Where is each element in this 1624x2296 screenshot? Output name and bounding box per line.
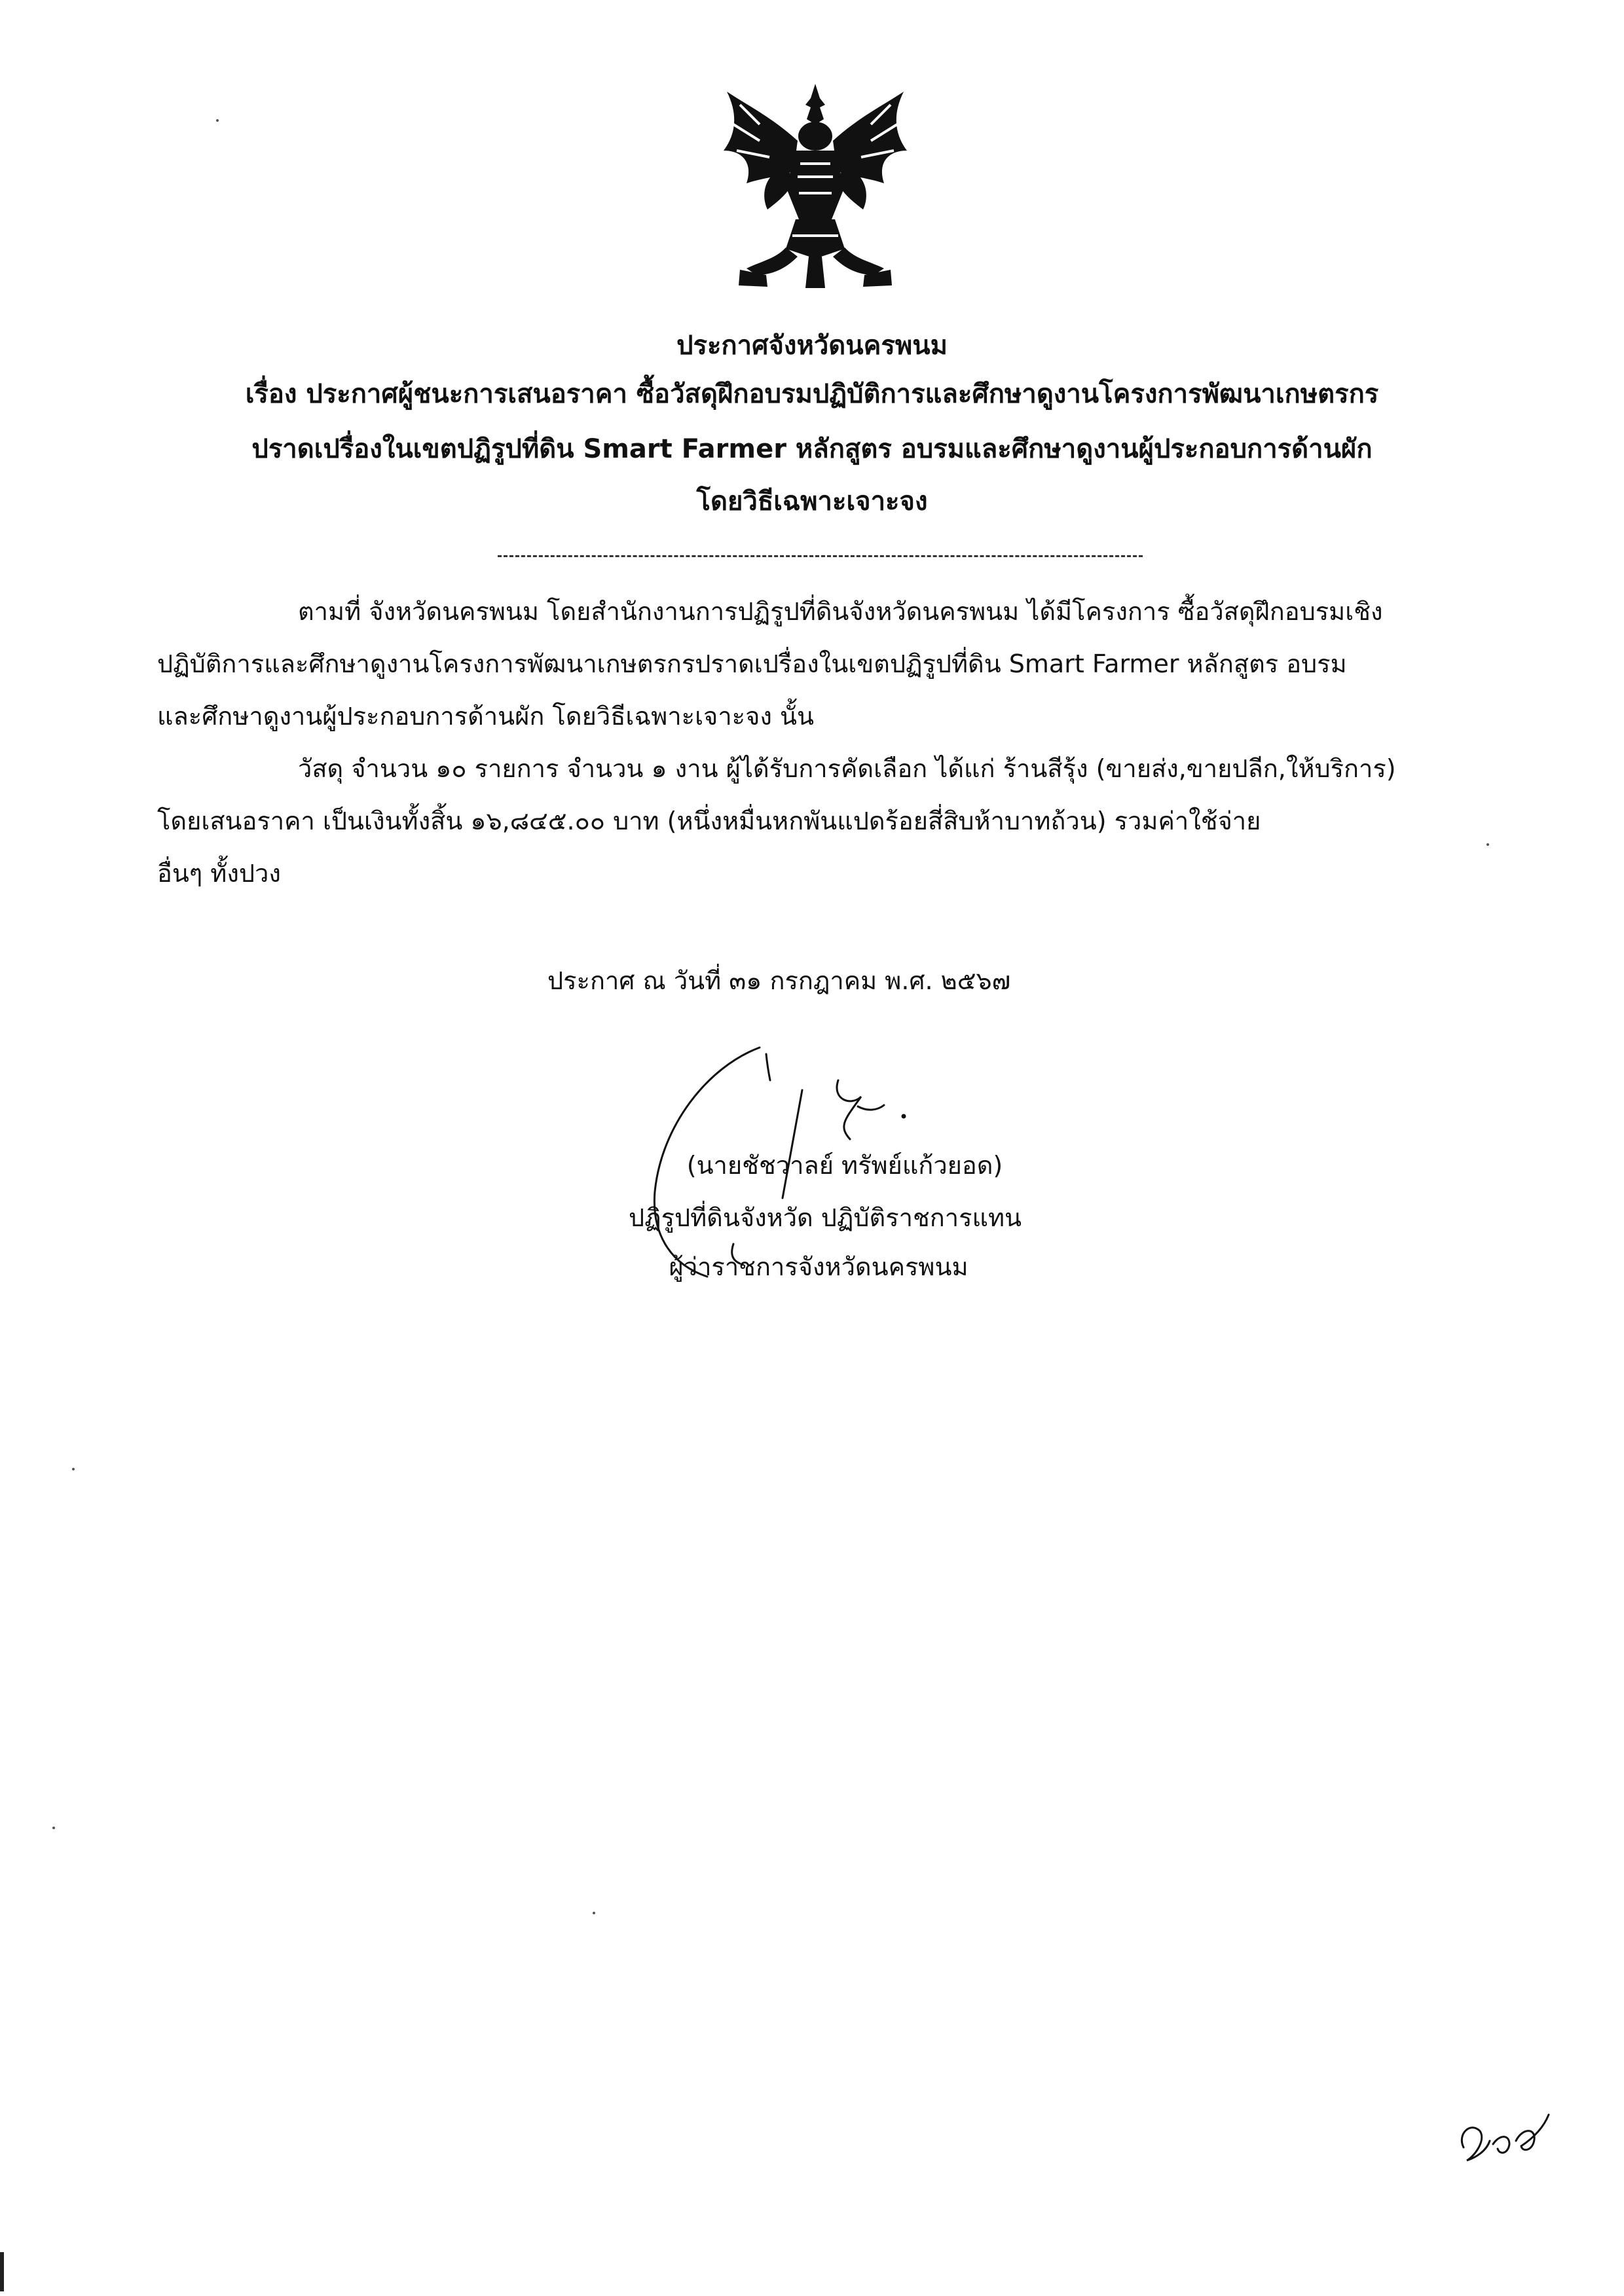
announcement-date: ประกาศ ณ วันที่ ๓๑ กรกฎาคม พ.ศ. ๒๕๖๗: [547, 966, 1011, 995]
signatory-position-1: ปฏิรูปที่ดินจังหวัด ปฏิบัติราชการแทน: [628, 1203, 1022, 1232]
paragraph-2-line-3: อื่นๆ ทั้งปวง: [157, 859, 281, 888]
scan-speck: [52, 1827, 55, 1829]
scan-speck: [593, 1912, 595, 1914]
handwritten-initials-icon: [1450, 2095, 1562, 2174]
heading-divider: [498, 555, 1143, 557]
scan-edge-mark: [0, 2252, 4, 2291]
paragraph-2-line-2: โดยเสนอราคา เป็นเงินทั้งสิ้น ๑๖,๘๔๕.๐๐ บาท (หนึ่งหมื่นหกพันแปดร้อยสี่สิบห้าบาทถ้วน) รวมค่าใช้จ่าย: [157, 807, 1261, 835]
subject-text: เรื่อง ประกาศผู้ชนะการเสนอราคา ซื้อวัสดุฝึกอบรมปฏิบัติการและศึกษาดูงานโครงการพัฒนาเกษตรกร: [245, 379, 1379, 409]
paragraph-1-line-3: และศึกษาดูงานผู้ประกอบการด้านผัก โดยวิธีเฉพาะเจาะจง นั้น: [157, 702, 814, 731]
paragraph-1-line-1: ตามที่ จังหวัดนครพนม โดยสำนักงานการปฏิรูปที่ดินจังหวัดนครพนม ได้มีโครงการ ซื้อวัสดุฝึกอบรมเชิง: [298, 597, 1383, 626]
signatory-position-2: ผู้ว่าราชการจังหวัดนครพนม: [669, 1252, 969, 1281]
subject-continuation-1: [131, 429, 1493, 469]
paragraph-1-line-2: ปฏิบัติการและศึกษาดูงานโครงการพัฒนาเกษตรกรปราดเปรื่องในเขตปฏิรูปที่ดิน Smart Farmer หลักสูตร อบรม: [157, 649, 1347, 678]
document-title: [131, 326, 1493, 365]
subject-continuation-2: [131, 482, 1493, 521]
subject-cont2-text: โดยวิธีเฉพาะเจาะจง: [696, 486, 928, 517]
scan-speck: [1486, 843, 1489, 846]
scan-speck: [216, 119, 219, 122]
paragraph-2-line-1: วัสดุ จำนวน ๑๐ รายการ จำนวน ๑ งาน ผู้ได้รับการคัดเลือก ได้แก่ ร้านสีรุ้ง (ขายส่ง,ขายปลีก,ให้บริการ): [298, 754, 1396, 783]
subject-line: [131, 374, 1493, 414]
garuda-emblem-icon: [720, 79, 910, 295]
title-text: ประกาศจังหวัดนครพนม: [676, 331, 948, 361]
subject-cont1-text: ปราดเปรื่องในเขตปฏิรูปที่ดิน Smart Farmer หลักสูตร อบรมและศึกษาดูงานผู้ประกอบการด้านผัก: [251, 434, 1373, 464]
signatory-name: (นายชัชวาลย์ ทรัพย์แก้วยอด): [686, 1151, 1003, 1180]
scan-speck: [72, 1468, 75, 1470]
